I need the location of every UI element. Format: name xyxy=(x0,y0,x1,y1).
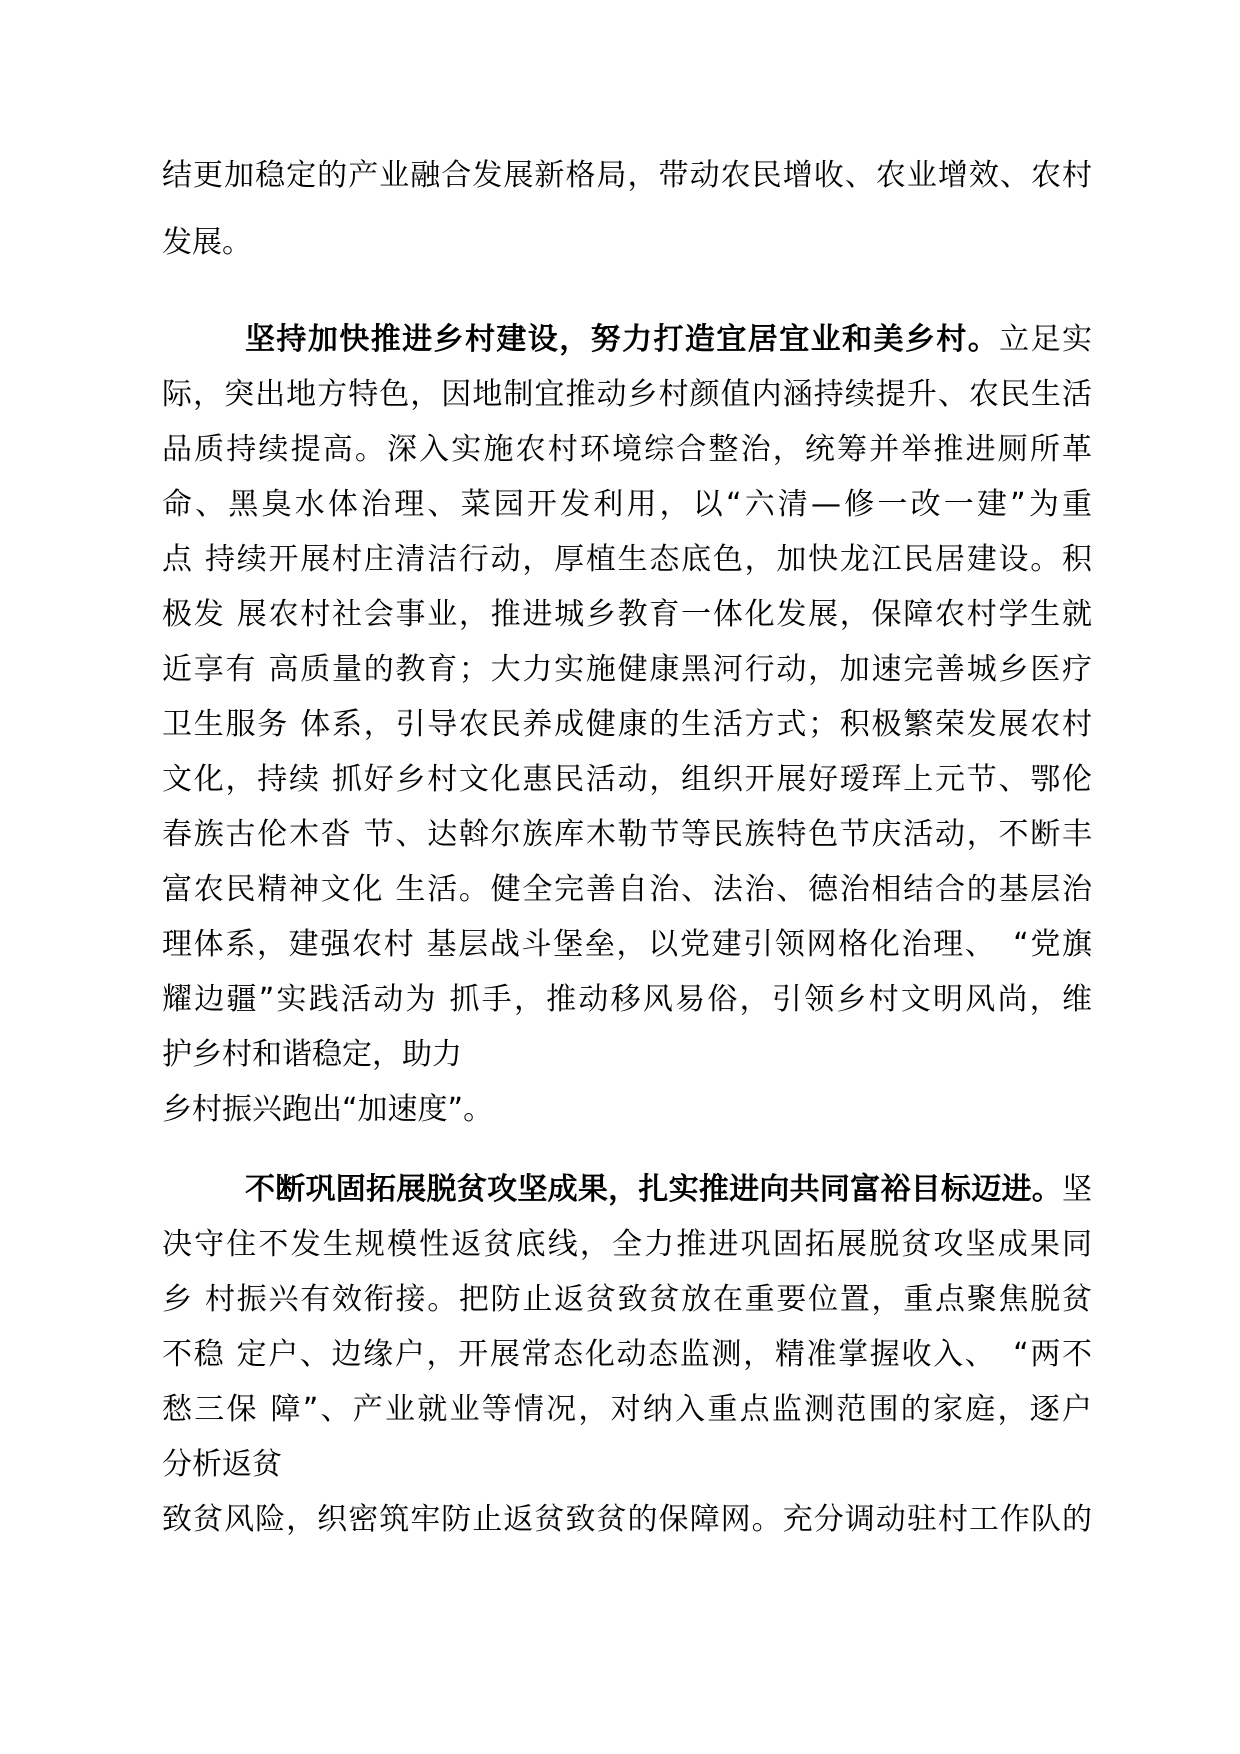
text-line: 发展。 xyxy=(162,225,252,260)
text-line: 不稳 定户、边缘户，开展常态化动态监测，精准掌握收入、 “两不 xyxy=(162,1337,1092,1372)
text-line: 近享有 高质量的教育；大力实施健康黑河行动，加速完善城乡医疗 xyxy=(162,652,1092,687)
bold-lead-text: 坚持加快推进乡村建设，努力打造宜居宜业和美乡村。 xyxy=(245,322,1000,357)
text-line: 乡 村振兴有效衔接。把防止返贫致贫放在重要位置，重点聚焦脱贫 xyxy=(162,1282,1092,1317)
text-line: 结更加稳定的产业融合发展新格局，带动农民增收、农业增效、农村 xyxy=(162,158,1092,193)
document-content xyxy=(162,142,1092,1547)
text-line: 理体系，建强农村 基层战斗堡垒，以党建引领网格化治理、 “党旗 xyxy=(162,927,1092,962)
text-line xyxy=(162,312,1092,367)
text-line: 卫生服务 体系，引导农民养成健康的生活方式；积极繁荣发展农村 xyxy=(162,707,1092,742)
text-line xyxy=(162,1162,1092,1217)
text-line: 愁三保 障”、产业就业等情况，对纳入重点监测范围的家庭，逐户 xyxy=(162,1392,1092,1427)
text-line: 文化，持续 抓好乡村文化惠民活动，组织开展好瑷珲上元节、鄂伦 xyxy=(162,762,1092,797)
text-line: 际，突出地方特色，因地制宜推动乡村颜值内涵持续提升、农民生活 xyxy=(162,377,1092,412)
text-line: 命、黑臭水体治理、菜园开发利用，以“六清—修一改一建”为重 xyxy=(162,487,1092,522)
text-line: 富农民精神文化 生活。健全完善自治、法治、德治相结合的基层治 xyxy=(162,872,1092,907)
text-line: 分析返贫 xyxy=(162,1447,282,1482)
paragraph-rural-construction xyxy=(162,312,1092,1137)
lead-rest-text: 立足实 xyxy=(999,322,1092,357)
paragraph-continuation xyxy=(162,142,1092,276)
text-line: 护乡村和谐稳定，助力 xyxy=(162,1037,462,1072)
text-line: 春族古伦木沓 节、达斡尔族库木勒节等民族特色节庆活动，不断丰 xyxy=(162,817,1092,852)
text-line: 决守住不发生规模性返贫底线，全力推进巩固拓展脱贫攻坚成果同 xyxy=(162,1227,1092,1262)
lead-rest-text: 坚 xyxy=(1062,1172,1092,1207)
text-line: 致贫风险，织密筑牢防止返贫致贫的保障网。充分调动驻村工作队的 xyxy=(162,1502,1092,1537)
bold-lead-text: 不断巩固拓展脱贫攻坚成果，扎实推进向共同富裕目标迈进。 xyxy=(245,1172,1062,1207)
text-line: 点 持续开展村庄清洁行动，厚植生态底色，加快龙江民居建设。积 xyxy=(162,542,1092,577)
text-line: 乡村振兴跑出“加速度”。 xyxy=(162,1092,494,1127)
text-line: 耀边疆”实践活动为 抓手，推动移风易俗，引领乡村文明风尚，维 xyxy=(162,982,1092,1017)
text-line: 极发 展农村社会事业，推进城乡教育一体化发展，保障农村学生就 xyxy=(162,597,1092,632)
paragraph-poverty-alleviation xyxy=(162,1162,1092,1547)
text-line: 品质持续提高。深入实施农村环境综合整治，统筹并举推进厕所革 xyxy=(162,432,1092,467)
